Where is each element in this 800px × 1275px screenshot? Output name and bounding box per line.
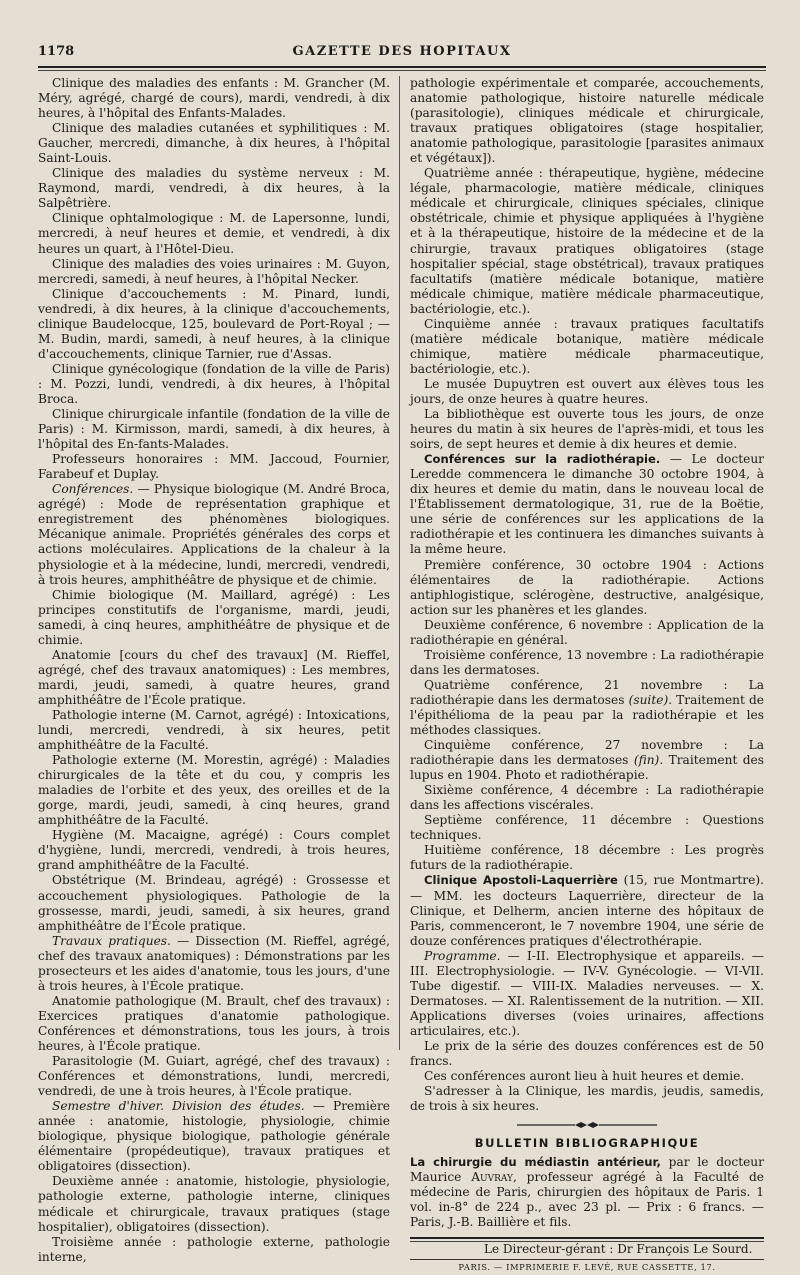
book-details: , professeur agrégé à la Faculté de médecine de Paris, chirurgien des hôpitaux de Paris. 1 vol. in-8° de 224 p., avec 23 pl. — Prix : 6 francs. — Paris, J.-B. Baillière et fils.: [410, 1170, 764, 1230]
radiotherapy-text: — Le docteur Leredde commencera le dimanche 30 octobre 1904, à dix heures et demie du matin, dans le nouveau local de l'Établissement dermatologique, 31, rue de la Boëtie, une série de conférences sur les applications de la radiothérapie et les continuera les dimanches suivants à la même heure.: [410, 452, 764, 557]
travaux-text: — Dissection (M. Rieffel, agrégé, chef des travaux anatomiques) : Démonstrations par les prosecteurs et les aides d'anatomie, tous les jours, d'une à trois heures, à l'École pratique.: [38, 933, 390, 993]
left-column: [38, 76, 390, 1265]
journal-title: GAZETTE DES HOPITAUX: [292, 44, 512, 59]
paragraph: Quatrième année : thérapeutique, hygiène, médecine légale, pharmacologie, matière médicale, cliniques médicale et chirurgicale, cliniques spéciales, clinique obstétricale, chimie et physique appliquées à l'hygiène et à la thérapeutique, histoire de la médecine et de la chirurgie, travaux pratiques obligatoires (stage hospitalier spécial, stage obstétrical), travaux pratiques facultatifs (matière médicale botanique, matière médicale chimique, matière médicale pharmaceutique, bactériologie, etc.).: [410, 166, 764, 316]
conference-5: [410, 738, 764, 783]
paragraph: Hygiène (M. Macaigne, agrégé) : Cours complet d'hygiène, lundi, mercredi, vendredi, à trois heures, grand amphithéâtre de la Faculté.: [38, 828, 390, 873]
paragraph: Le prix de la série des douzes conférences est de 50 francs.: [410, 1039, 764, 1069]
paragraph: Huitième conférence, 18 décembre : Les progrès futurs de la radiothérapie.: [410, 843, 764, 873]
conference-4-text: Quatrième conférence, 21 novembre : La radiothérapie dans les dermatoses: [410, 677, 764, 707]
printer-line: PARIS. — IMPRIMERIE F. LEVÉ, RUE CASSETTE, 17.: [458, 1261, 716, 1272]
travaux-paragraph: [38, 934, 390, 994]
conferences-paragraph: [38, 482, 390, 587]
footer-rule: [410, 1237, 764, 1239]
paragraph: Ces conférences auront lieu à huit heures et demie.: [424, 1069, 745, 1084]
apostoli-heading: Clinique Apostoli-Laquerrière: [424, 873, 618, 888]
apostoli-paragraph: [410, 873, 764, 948]
page-number: 1178: [38, 44, 75, 59]
column-divider: [399, 76, 400, 1050]
paragraph: Deuxième conférence, 6 novembre : Application de la radiothérapie en général.: [410, 617, 764, 647]
paragraph: Clinique des maladies des voies urinaires : M. Guyon, mercredi, samedi, à neuf heures, à l'hôpital Necker.: [38, 256, 390, 286]
director-line: Le Directeur-gérant : Dr François Le Sourd.: [484, 1241, 753, 1256]
paragraph: Anatomie [cours du chef des travaux] (M. Rieffel, agrégé, chef des travaux anatomiques) : Les membres, mardi, jeudi, samedi, à quatre heures, grand amphithéâtre de l'École pratique.: [38, 647, 390, 707]
conferences-label: Conférences.: [52, 482, 134, 497]
book-text: par le docteur Maurice: [410, 1155, 764, 1185]
right-column: [410, 76, 764, 1275]
paragraph: Clinique des maladies des enfants : M. Grancher (M. Méry, agrégé, chargé de cours), mardi, vendredi, à dix heures, à l'hôpital des Enfants-Malades.: [38, 76, 390, 121]
bulletin-title: BULLETIN BIBLIOGRAPHIQUE: [474, 1136, 700, 1151]
paragraph: Première conférence, 30 octobre 1904 : Actions élémentaires de la radiothérapie. Actions antiphlogistique, sclérogène, destructive, analgésique, action sur les phanères et les glandes.: [410, 557, 764, 617]
paragraph: Clinique ophtalmologique : M. de Lapersonne, lundi, mercredi, à neuf heures et demie, et vendredi, à dix heures un quart, à l'Hôtel-Dieu.: [38, 211, 390, 256]
paragraph: Professeurs honoraires : MM. Jaccoud, Fournier, Farabeuf et Duplay.: [38, 452, 390, 482]
paragraph: pathologie expérimentale et comparée, accouchements, anatomie pathologique, histoire naturelle médicale (parasitologie), cliniques médicale et chirurgicale, travaux pratiques obligatoires (stage hospitalier, anatomie pathologique, parasitologie [parasites animaux et végétaux]).: [410, 76, 764, 166]
paragraph: Septième conférence, 11 décembre : Questions techniques.: [410, 813, 764, 843]
programme-text: — I-II. Electrophysique et appareils. — III. Electrophysiologie. — IV-V. Gynécologie. — VI-VII. Tube digestif. — VIII-IX. Maladies nerveuses. — X. Dermatoses. — XI. Ralentissement de la nutrition. — XII. Applications diverses (voies urinaires, affections articulaires, etc.).: [410, 948, 764, 1038]
semestre-paragraph: [38, 1099, 390, 1174]
paragraph: Cinquième année : travaux pratiques facultatifs (matière médicale botanique, matière médicale chimique, matière médicale pharmaceutique, bactériologie, etc.).: [410, 316, 764, 376]
conference-4-italic: (suite): [628, 692, 669, 707]
radiotherapy-paragraph: [410, 452, 764, 557]
paragraph: La bibliothèque est ouverte tous les jours, de onze heures du matin à six heures de l'après-midi, et tous les soirs, de sept heures et demie à dix heures et demie.: [410, 407, 764, 452]
paragraph: S'adresser à la Clinique, les mardis, jeudis, samedis, de trois à six heures.: [410, 1084, 764, 1114]
conference-4: [410, 678, 764, 738]
paragraph: Parasitologie (M. Guiart, agrégé, chef des travaux) : Conférences et démonstrations, lundi, mercredi, vendredi, de une à trois heures, à l'École pratique.: [38, 1054, 390, 1099]
paragraph: Anatomie pathologique (M. Brault, chef des travaux) : Exercices pratiques d'anatomie pathologique. Conférences et démonstrations, tous les jours, à trois heures, à l'École pratique.: [38, 993, 390, 1053]
paragraph: Clinique des maladies du système nerveux : M. Raymond, mardi, vendredi, à dix heures, à la Salpêtrière.: [38, 166, 390, 211]
paragraph: Clinique d'accouchements : M. Pinard, lundi, vendredi, à dix heures, à la clinique d'accouchements, clinique Baudelocque, 125, boulevard de Port-Royal ; — M. Budin, mardi, samedi, à neuf heures, à la clinique d'accouchements, clinique Tarnier, rue d'Assas.: [38, 286, 390, 361]
header-rule-thin: [38, 70, 766, 71]
paragraph: Le musée Dupuytren est ouvert aux élèves tous les jours, de onze heures à quatre heures.: [410, 376, 764, 406]
conference-5-text-end: . Traitement des lupus en 1904. Photo et radiothérapie.: [410, 753, 765, 783]
semestre-text: — Première année : anatomie, histologie, physiologie, chimie biologique, physique biologique, pathologie générale élémentaire (propédeutique), travaux pratiques et obligatoires (dissection).: [38, 1099, 390, 1174]
paragraph: Deuxième année : anatomie, histologie, physiologie, pathologie externe, pathologie interne, cliniques médicale et chirurgicale, travaux pratiques (stage hospitalier), obligatoires (dissection).: [38, 1174, 390, 1234]
page-header: [38, 42, 766, 64]
ornament-divider-icon: [517, 1120, 657, 1130]
paragraph: Pathologie externe (M. Morestin, agrégé) : Maladies chirurgicales de la tête et du cou, y compris les maladies de l'orbite et des yeux, des oreilles et de la gorge, mardi, jeudi, samedi, à cinq heures, grand amphithéâtre de la Faculté.: [38, 753, 390, 828]
programme-paragraph: [410, 949, 764, 1039]
paragraph: Pathologie interne (M. Carnot, agrégé) : Intoxications, lundi, mercredi, vendredi, à six heures, petit amphithéâtre de la Faculté.: [38, 707, 390, 753]
bibliography-entry: [410, 1155, 764, 1230]
paragraph: Sixième conférence, 4 décembre : La radiothérapie dans les affections viscérales.: [410, 783, 764, 813]
conferences-text: — Physique biologique (M. André Broca, agrégé) : Mode de représentation graphique et enregistrement des phénomènes biologiques. Mécanique animale. Propriétés générales des corps et actions moléculaires. Applications de la chaleur à la physiologie et à la médecine, lundi, mercredi, vendredi, à trois heures, amphithéâtre de physique et de chimie.: [38, 482, 390, 587]
travaux-label: Travaux pratiques.: [52, 933, 171, 948]
paragraph: Obstétrique (M. Brindeau, agrégé) : Grossesse et accouchement physiologiques. Pathologie de la grossesse, mardi, jeudi, samedi, à six heures, grand amphithéâtre de l'École pratique.: [38, 873, 390, 933]
programme-label: Programme.: [424, 948, 501, 963]
apostoli-text: (15, rue Montmartre). — MM. les docteurs Laquerrière, directeur de la Clinique, et Delherm, ancien interne des hôpitaux de Paris, commenceront, le 7 novembre 1904, une série de douze conférences pratiques d'électrothérapie.: [410, 873, 764, 948]
conference-4-text-end: . Traitement de l'épithélioma de la peau par la radiothérapie et les méthodes classiques.: [410, 692, 764, 738]
radiotherapy-heading: Conférences sur la radiothérapie.: [424, 452, 661, 467]
header-rule: [38, 66, 766, 68]
paragraph: Clinique des maladies cutanées et syphilitiques : M. Gaucher, mercredi, dimanche, à dix heures, à l'hôpital Saint-Louis.: [38, 121, 390, 166]
paragraph: Troisième année : pathologie externe, pathologie interne,: [38, 1234, 390, 1264]
paragraph: Clinique gynécologique (fondation de la ville de Paris) : M. Pozzi, lundi, vendredi, à dix heures, à l'hôpital Broca.: [38, 361, 390, 406]
semestre-label: Semestre d'hiver. Division des études.: [52, 1099, 305, 1114]
paragraph: Chimie biologique (M. Maillard, agrégé) : Les principes constitutifs de l'organisme, mardi, jeudi, samedi, à cinq heures, amphithéâtre de physique et de chimie.: [38, 587, 390, 647]
book-title: La chirurgie du médiastin antérieur,: [410, 1155, 661, 1170]
conference-5-italic: (fin): [633, 753, 660, 768]
conference-5-text: Cinquième conférence, 27 novembre : La radiothérapie dans les dermatoses: [410, 738, 764, 768]
paragraph: Troisième conférence, 13 novembre : La radiothérapie dans les dermatoses.: [410, 647, 764, 677]
paragraph: Clinique chirurgicale infantile (fondation de la ville de Paris) : M. Kirmisson, mardi, samedi, à dix heures, à l'hôpital des En-fants-Malades.: [38, 407, 390, 452]
book-author: Auvray: [471, 1170, 513, 1185]
